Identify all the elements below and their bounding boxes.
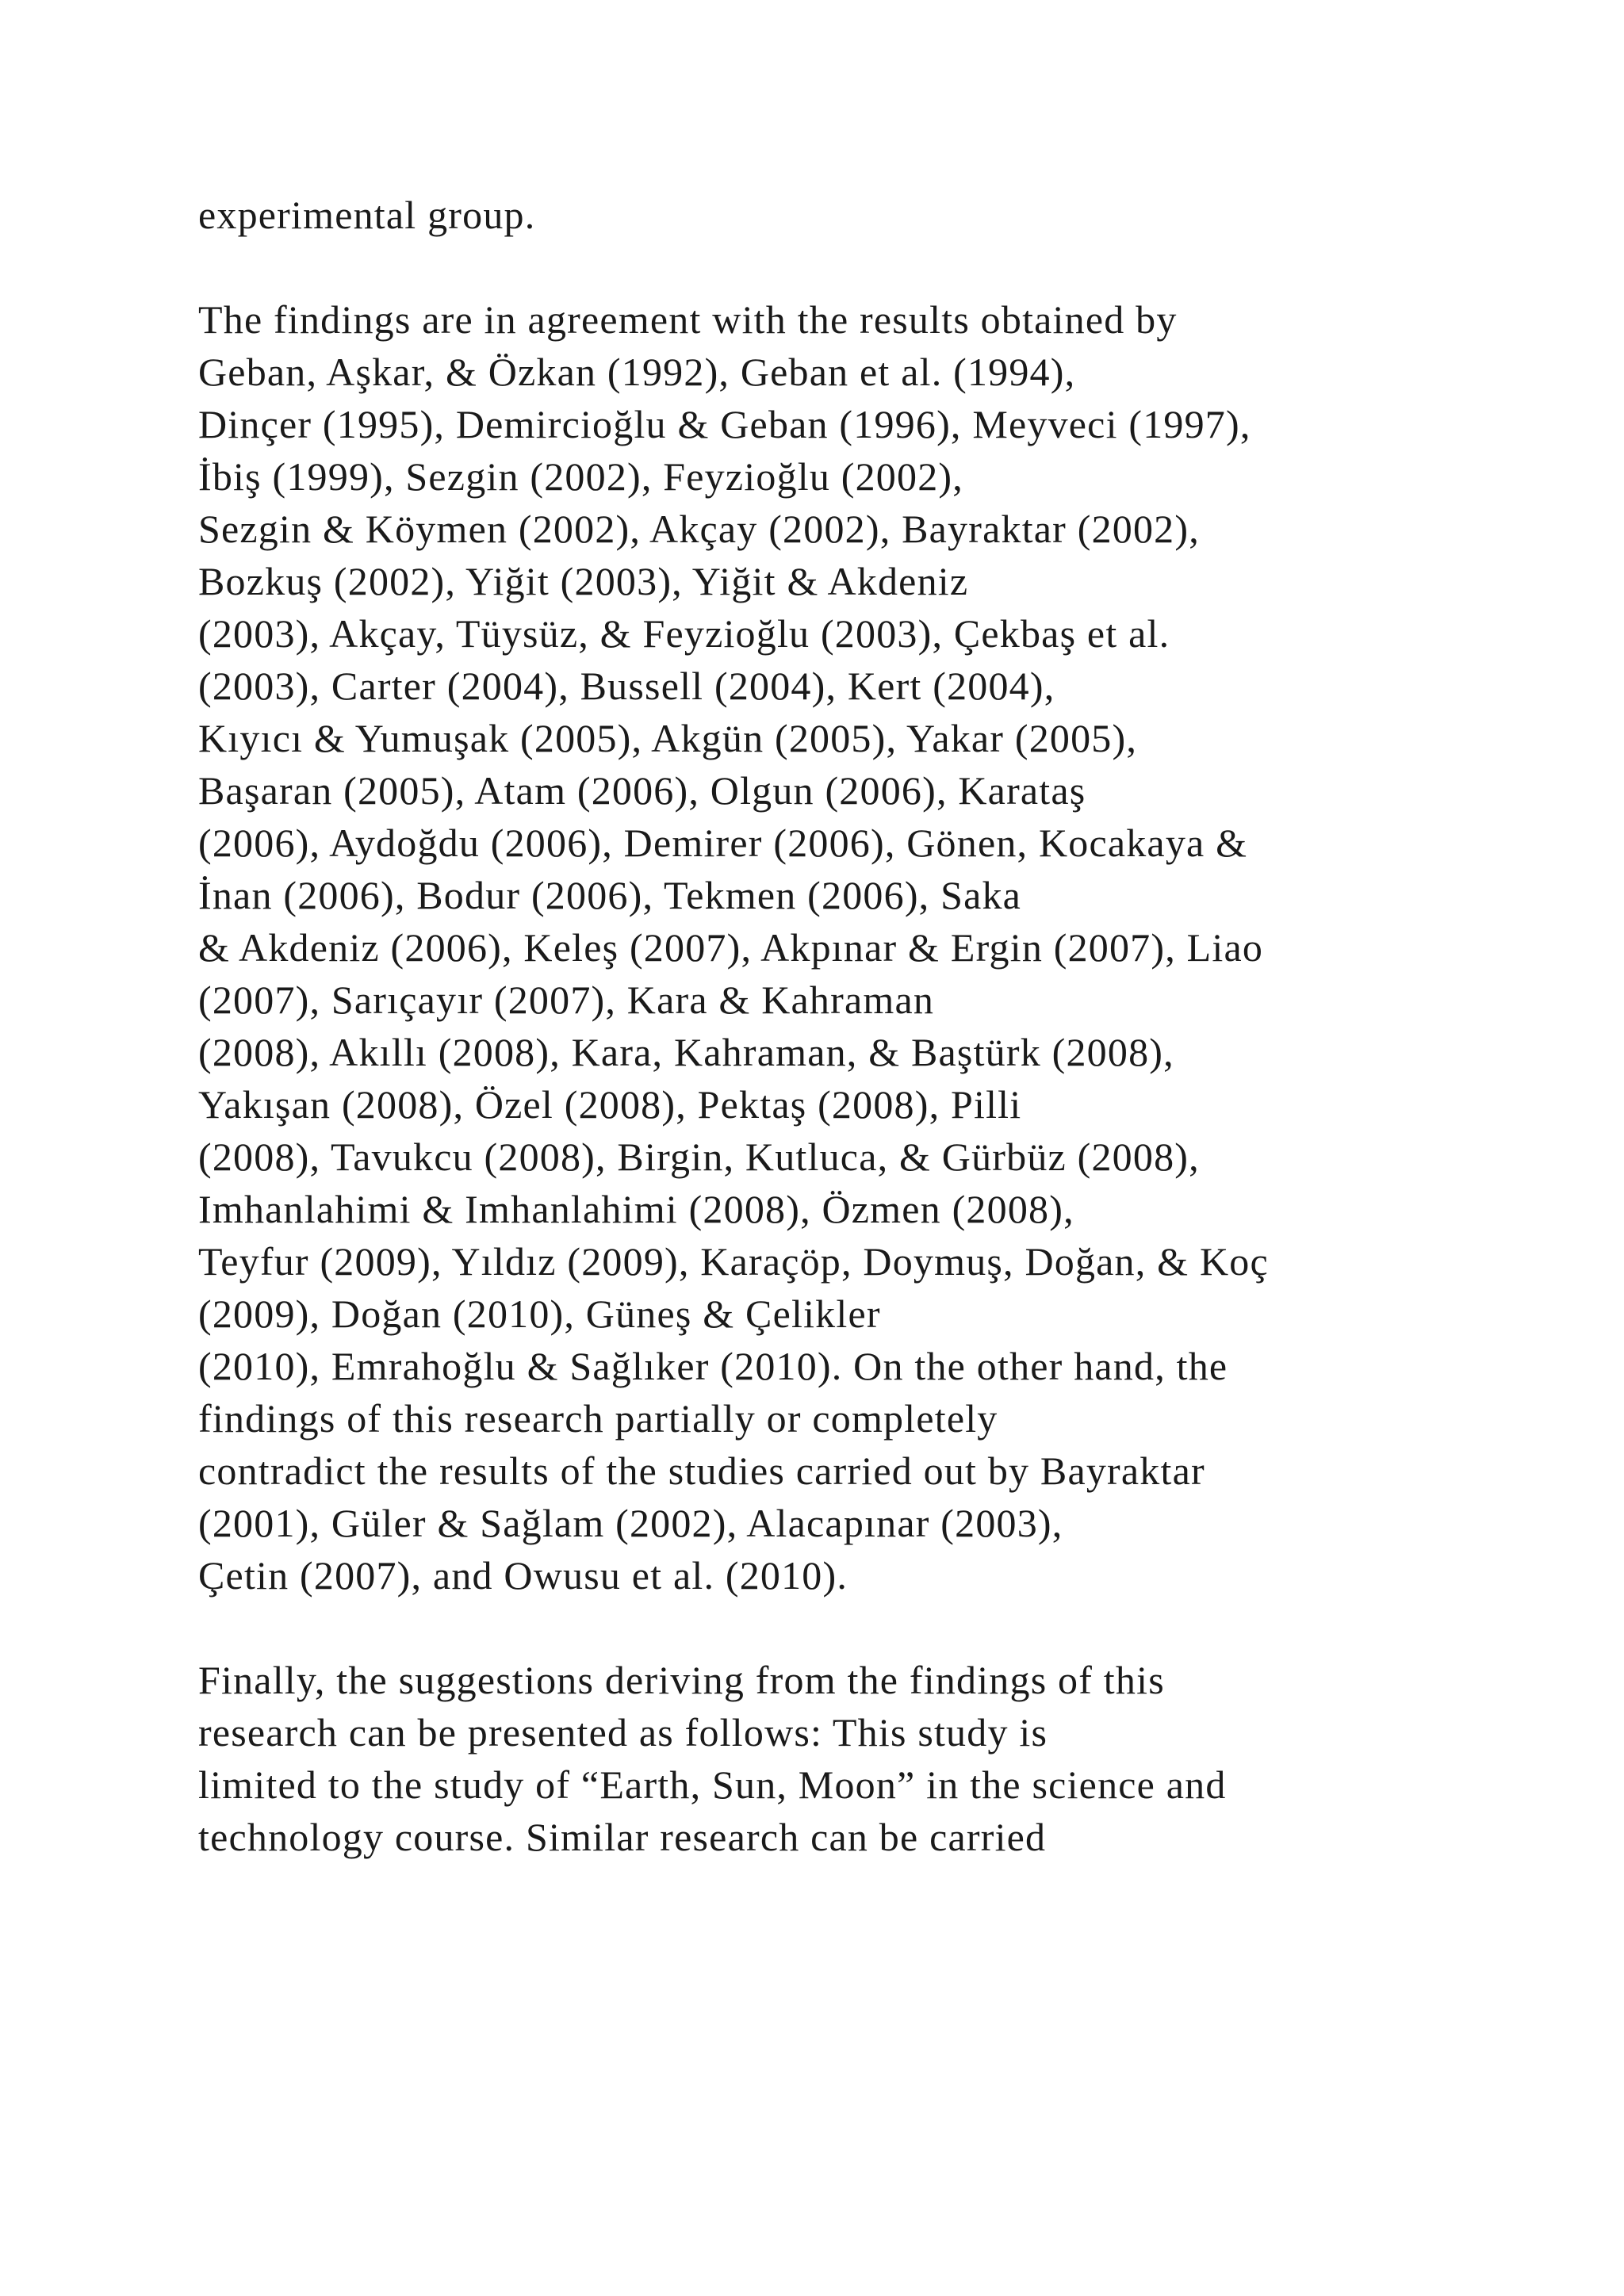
text-line: İbiş (1999), Sezgin (2002), Feyzioğlu (2002),: [198, 454, 963, 499]
text-line: findings of this research partially or completely: [198, 1396, 998, 1441]
text-line: technology course. Similar research can be carried: [198, 1815, 1047, 1859]
document-body: [198, 189, 1507, 1915]
text-line: Sezgin & Köymen (2002), Akçay (2002), Bayraktar (2002),: [198, 507, 1200, 551]
paragraph: [198, 1654, 1507, 1863]
paragraph: [198, 293, 1507, 1601]
text-line: limited to the study of “Earth, Sun, Moon” in the science and: [198, 1762, 1227, 1807]
text-line: Teyfur (2009), Yıldız (2009), Karaçöp, Doymuş, Doğan, & Koç: [198, 1239, 1269, 1284]
text-line: Dinçer (1995), Demircioğlu & Geban (1996), Meyveci (1997),: [198, 402, 1251, 446]
text-line: (2006), Aydoğdu (2006), Demirer (2006), Gönen, Kocakaya &: [198, 821, 1248, 865]
text-line: İnan (2006), Bodur (2006), Tekmen (2006), Saka: [198, 873, 1022, 917]
text-line: (2010), Emrahoğlu & Sağlıker (2010). On the other hand, the: [198, 1344, 1228, 1388]
text-line: Imhanlahimi & Imhanlahimi (2008), Özmen (2008),: [198, 1187, 1074, 1231]
paragraph: [198, 189, 1507, 241]
text-line: (2008), Akıllı (2008), Kara, Kahraman, & Baştürk (2008),: [198, 1030, 1174, 1074]
text-line: Kıyıcı & Yumuşak (2005), Akgün (2005), Yakar (2005),: [198, 716, 1138, 760]
text-line: Başaran (2005), Atam (2006), Olgun (2006), Karataş: [198, 768, 1086, 813]
text-line: Çetin (2007), and Owusu et al. (2010).: [198, 1553, 848, 1598]
text-line: (2003), Carter (2004), Bussell (2004), Kert (2004),: [198, 664, 1055, 708]
text-line: Geban, Aşkar, & Özkan (1992), Geban et al. (1994),: [198, 350, 1076, 394]
text-line: The findings are in agreement with the results obtained by: [198, 297, 1178, 342]
text-line: & Akdeniz (2006), Keleş (2007), Akpınar & Ergin (2007), Liao: [198, 925, 1264, 970]
text-line: (2001), Güler & Sağlam (2002), Alacapınar (2003),: [198, 1501, 1063, 1545]
text-line: Yakışan (2008), Özel (2008), Pektaş (2008), Pilli: [198, 1082, 1022, 1127]
text-line: experimental group.: [198, 193, 536, 237]
text-line: (2003), Akçay, Tüysüz, & Feyzioğlu (2003), Çekbaş et al.: [198, 611, 1170, 656]
text-line: Finally, the suggestions deriving from the findings of this: [198, 1658, 1165, 1702]
text-line: (2009), Doğan (2010), Güneş & Çelikler: [198, 1292, 881, 1336]
text-line: (2008), Tavukcu (2008), Birgin, Kutluca, & Gürbüz (2008),: [198, 1135, 1200, 1179]
text-line: contradict the results of the studies carried out by Bayraktar: [198, 1448, 1205, 1493]
text-line: (2007), Sarıçayır (2007), Kara & Kahraman: [198, 978, 935, 1022]
text-line: research can be presented as follows: This study is: [198, 1710, 1048, 1755]
text-line: Bozkuş (2002), Yiğit (2003), Yiğit & Akdeniz: [198, 559, 969, 603]
